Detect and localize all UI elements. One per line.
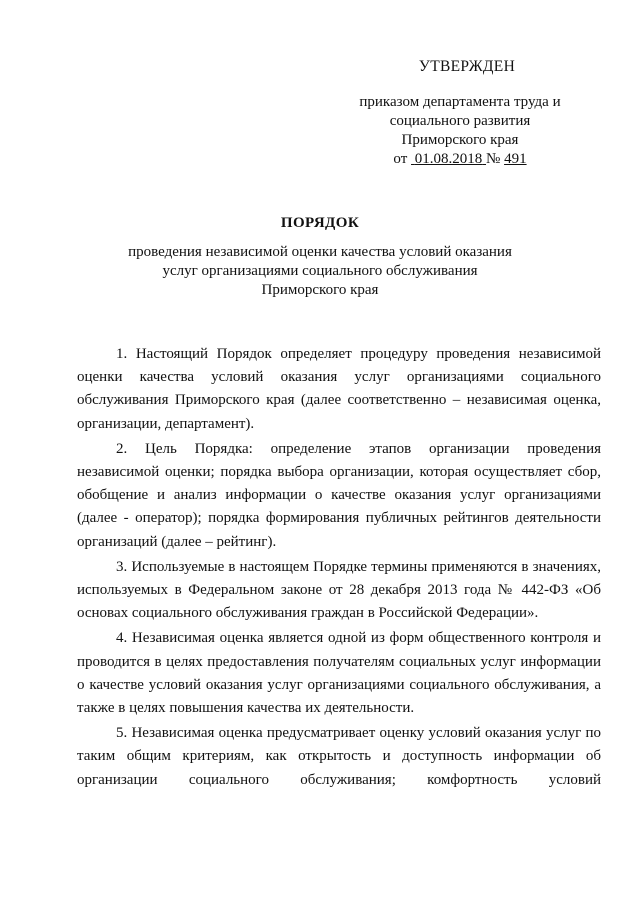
subtitle-line-3: Приморского края (261, 282, 379, 298)
approval-line-2: социального развития (389, 113, 531, 129)
approval-line-3: Приморского края (401, 132, 519, 148)
approval-title: УТВЕРЖДЕН (418, 58, 516, 75)
approval-line-1: приказом департамента труда и (359, 94, 561, 110)
paragraph-2: 2. Цель Порядка: определение этапов организации проведения независимой оценки; порядка выбора организации, которая осуществляет сбор, обобщение и анализ информации о качестве оказания услуг организациями (далее - оператор); порядка формирования публичных рейтингов деятельности организаций (далее – рейтинг). (77, 440, 601, 550)
document-subtitle (100, 243, 540, 300)
document-title: ПОРЯДОК (280, 215, 360, 231)
document-body (77, 343, 601, 794)
approval-number: 491 (504, 151, 527, 167)
subtitle-line-1: проведения независимой оценки качества условий оказания (128, 244, 512, 260)
paragraph-3: 3. Используемые в настоящем Порядке термины применяются в значениях, используемых в Федеральном законе от 28 декабря 2013 года № 442-ФЗ «Об основах социального обслуживания граждан в Российской Федерации». (77, 558, 601, 622)
approval-date-prefix: от (393, 151, 408, 167)
paragraph-4: 4. Независимая оценка является одной из форм общественного контроля и проводится в целях предоставления получателям социальных услуг информации о качестве условий оказания услуг организациями социального обслуживания, а также в целях повышения качества их деятельности. (77, 630, 601, 717)
approval-date (411, 151, 486, 167)
subtitle-line-2: услуг организациями социального обслуживания (162, 263, 478, 279)
approval-number-sign: № (486, 151, 501, 167)
approval-stamp (330, 57, 590, 169)
approval-date-line (330, 150, 590, 169)
paragraph-1: 1. Настоящий Порядок определяет процедуру проведения независимой оценки качества условий оказания услуг организациями социального обслуживания Приморского края (далее соответственно – независимая оценка, организации, департамент). (77, 346, 601, 432)
paragraph-5: 5. Независимая оценка предусматривает оценку условий оказания услуг по таким общим критериям, как открытость и доступность информации об организации социального обслуживания; комфортность условий (77, 725, 601, 788)
approval-date-value: 01.08.2018 (414, 151, 483, 167)
